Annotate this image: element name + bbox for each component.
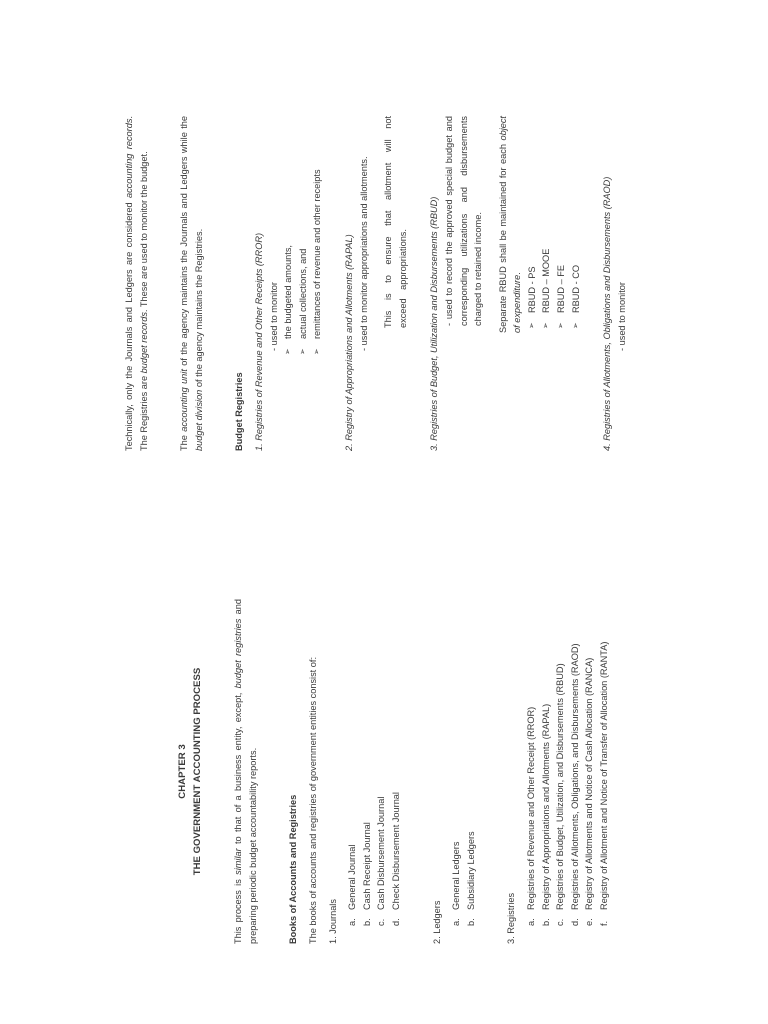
- left-column: [176, 599, 611, 944]
- list-item: ➢ actual collections, and: [296, 116, 311, 359]
- list-item: b.Subsidiary Ledgers: [465, 831, 476, 926]
- list-item: a.General Journal: [347, 844, 358, 926]
- list-item: b.Cash Receipt Journal: [361, 822, 372, 926]
- technically-paragraph: Technically, only the Journals and Ledgers are considered accounting records. The Registries are budget records. These are used to monitor the budget.: [124, 116, 149, 451]
- similar-emphasis: similar: [233, 848, 244, 875]
- arrow-bullet-icon: ➢: [570, 322, 580, 329]
- list-item: ➢ the budgeted amounts,: [281, 116, 296, 359]
- object-of-expenditure-emphasis: object of expenditure: [497, 116, 523, 333]
- intro-paragraph: This process is similar to that of a business entity, except, budget registries and preparing periodic budget accountability reports.: [233, 599, 258, 944]
- arrow-bullet-icon: ➢: [556, 322, 566, 329]
- rror-use: - used to monitor: [268, 282, 279, 351]
- rapal-note: This is to ensure that allotment will not exceed appropriations.: [383, 116, 408, 328]
- chapter-title: THE GOVERNMENT ACCOUNTING PROCESS: [191, 667, 203, 876]
- list-item: e.Registry of Allotments and Notice of Cash Allocation (RANCA): [584, 657, 595, 926]
- list-item: d.Registries of Allotments, Obligations, and Disbursements (RAOD): [569, 643, 580, 926]
- rbud-bullets: [525, 116, 583, 451]
- books-heading: Books of Accounts and Registries: [288, 794, 299, 944]
- list-item: ➢ RBUD - PS: [525, 116, 540, 333]
- accounting-unit-emphasis: accounting unit: [179, 369, 190, 432]
- rapal-title: 2. Registry of Appropriations and Allotments (RAPAL): [343, 234, 354, 451]
- rbud-title: 3. Registries of Budget, Utilization and Disbursements (RBUD): [429, 196, 440, 451]
- raod-use: - used to monitor: [616, 282, 627, 351]
- rbud-use: - used to record the approved special budget and corresponding utilizations and disbursements charged to retained income.: [443, 116, 484, 326]
- list-item: ➢ RBUD - CO: [569, 116, 584, 333]
- list-item: ➢ RBUD – FE: [554, 116, 569, 333]
- right-column: [122, 116, 629, 451]
- arrow-bullet-icon: ➢: [297, 348, 307, 355]
- accounting-records-emphasis: accounting records: [124, 118, 134, 199]
- accounting-unit-paragraph: The accounting unit of the agency maintains the Journals and Ledgers while the budget division of the agency maintains the Registries.: [179, 116, 204, 451]
- list-item: c.Registries of Budget, Utilization, and Disbursements (RBUD): [555, 663, 566, 926]
- list-item: a.General Ledgers: [451, 841, 462, 926]
- raod-title: 4. Registries of Allotments, Obligations and Disbursements (RAOD): [602, 176, 613, 451]
- list-item: d.Check Disbursement Journal: [390, 792, 401, 926]
- ledgers-label: 2. Ledgers: [431, 900, 442, 944]
- arrow-bullet-icon: ➢: [541, 322, 551, 329]
- list-item: ➢ RBUD – MOOE: [539, 116, 554, 333]
- budget-registries-emphasis: budget registries: [233, 618, 244, 689]
- list-item: b.Registry of Appropriations and Allotments (RAPAL): [540, 703, 551, 926]
- list-item: f.Registry of Allotment and Notice of Transfer of Allocation (RANTA): [598, 641, 609, 926]
- rror-title: 1. Registries of Revenue and Other Receipts (RROR): [253, 232, 264, 451]
- journals-label: 1. Journals: [327, 899, 338, 944]
- rapal-use: - used to monitor appropriations and allotments.: [358, 156, 369, 351]
- arrow-bullet-icon: ➢: [312, 348, 322, 355]
- budget-registries-heading: Budget Registries: [234, 372, 245, 451]
- registries-list: [524, 599, 612, 944]
- rror-bullets: [281, 116, 325, 451]
- chapter-number: CHAPTER 3: [177, 744, 188, 799]
- arrow-bullet-icon: ➢: [283, 348, 293, 355]
- arrow-bullet-icon: ➢: [526, 322, 536, 329]
- registries-label: 3. Registries: [506, 892, 517, 944]
- list-item: ➢ remittances of revenue and other receipts: [310, 116, 325, 359]
- budget-division-emphasis: budget division: [193, 389, 204, 451]
- journals-list: [345, 599, 403, 944]
- budget-records-emphasis: budget records: [138, 312, 149, 374]
- ledgers-list: [449, 599, 478, 944]
- list-item: a.Registries of Revenue and Other Receipt (RROR): [525, 706, 536, 926]
- list-item: c.Cash Disbursement Journal: [376, 796, 387, 926]
- rbud-separate: Separate RBUD shall be maintained for each object of expenditure.: [497, 116, 523, 333]
- books-intro: The books of accounts and registries of government entities consist of:: [307, 656, 318, 944]
